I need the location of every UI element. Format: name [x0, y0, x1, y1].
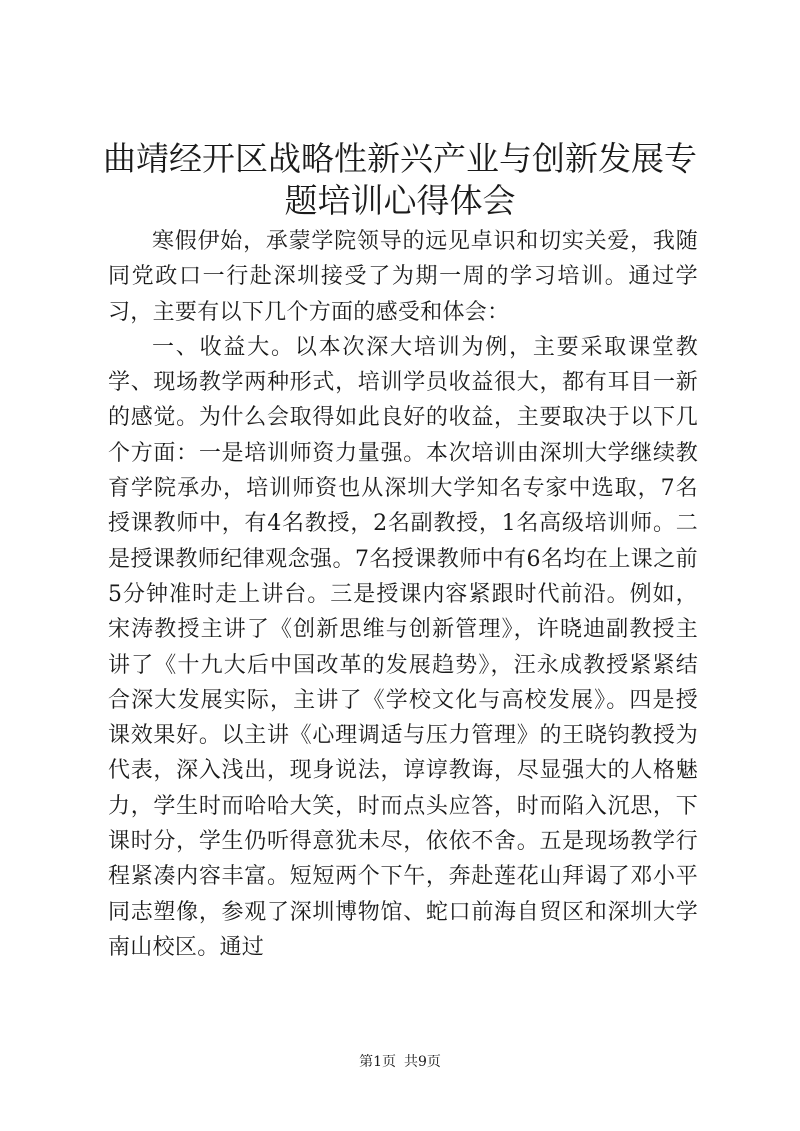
page-footer [0, 1052, 800, 1072]
paragraph-benefits: 一、收益大。以本次深大培训为例，主要采取课堂教学、现场教学两种形式，培训学员收益很大，都有耳目一新的感觉。为什么会取得如此良好的收益，主要取决于以下几个方面：一是培训师资力量强。本次培训由深圳大学继续教育学院承办，培训师资也从深圳大学知名专家中选取，7名授课教师中，有4名教授，2名副教授，1名高级培训师。二是授课教师纪律观念强。7名授课教师中有6名均在上课之前5分钟准时走上讲台。三是授课内容紧跟时代前沿。例如，宋涛教授主讲了《创新思维与创新管理》，许晓迪副教授主讲了《十九大后中国改革的发展趋势》，汪永成教授紧紧结合深大发展实际，主讲了《学校文化与高校发展》。四是授课效果好。以主讲《心理调适与压力管理》的王晓钧教授为代表，深入浅出，现身说法，谆谆教诲，尽显强大的人格魅力，学生时而哈哈大笑，时而点头应答，时而陷入沉思，下课时分，学生仍听得意犹未尽，依依不舍。五是现场教学行程紧凑内容丰富。短短两个下午，奔赴莲花山拜谒了邓小平同志塑像，参观了深圳博物馆、蛇口前海自贸区和深圳大学南山校区。通过 [108, 334, 698, 960]
document-body [108, 224, 698, 965]
paragraph-intro: 寒假伊始，承蒙学院领导的远见卓识和切实关爱，我随同党政口一行赴深圳接受了为期一周的学习培训。通过学习，主要有以下几个方面的感受和体会： [108, 229, 698, 325]
page-number: 第1页 [359, 1054, 396, 1070]
page-total: 共9页 [404, 1054, 441, 1070]
document-title: 曲靖经开区战略性新兴产业与创新发展专题培训心得体会 [103, 139, 697, 220]
